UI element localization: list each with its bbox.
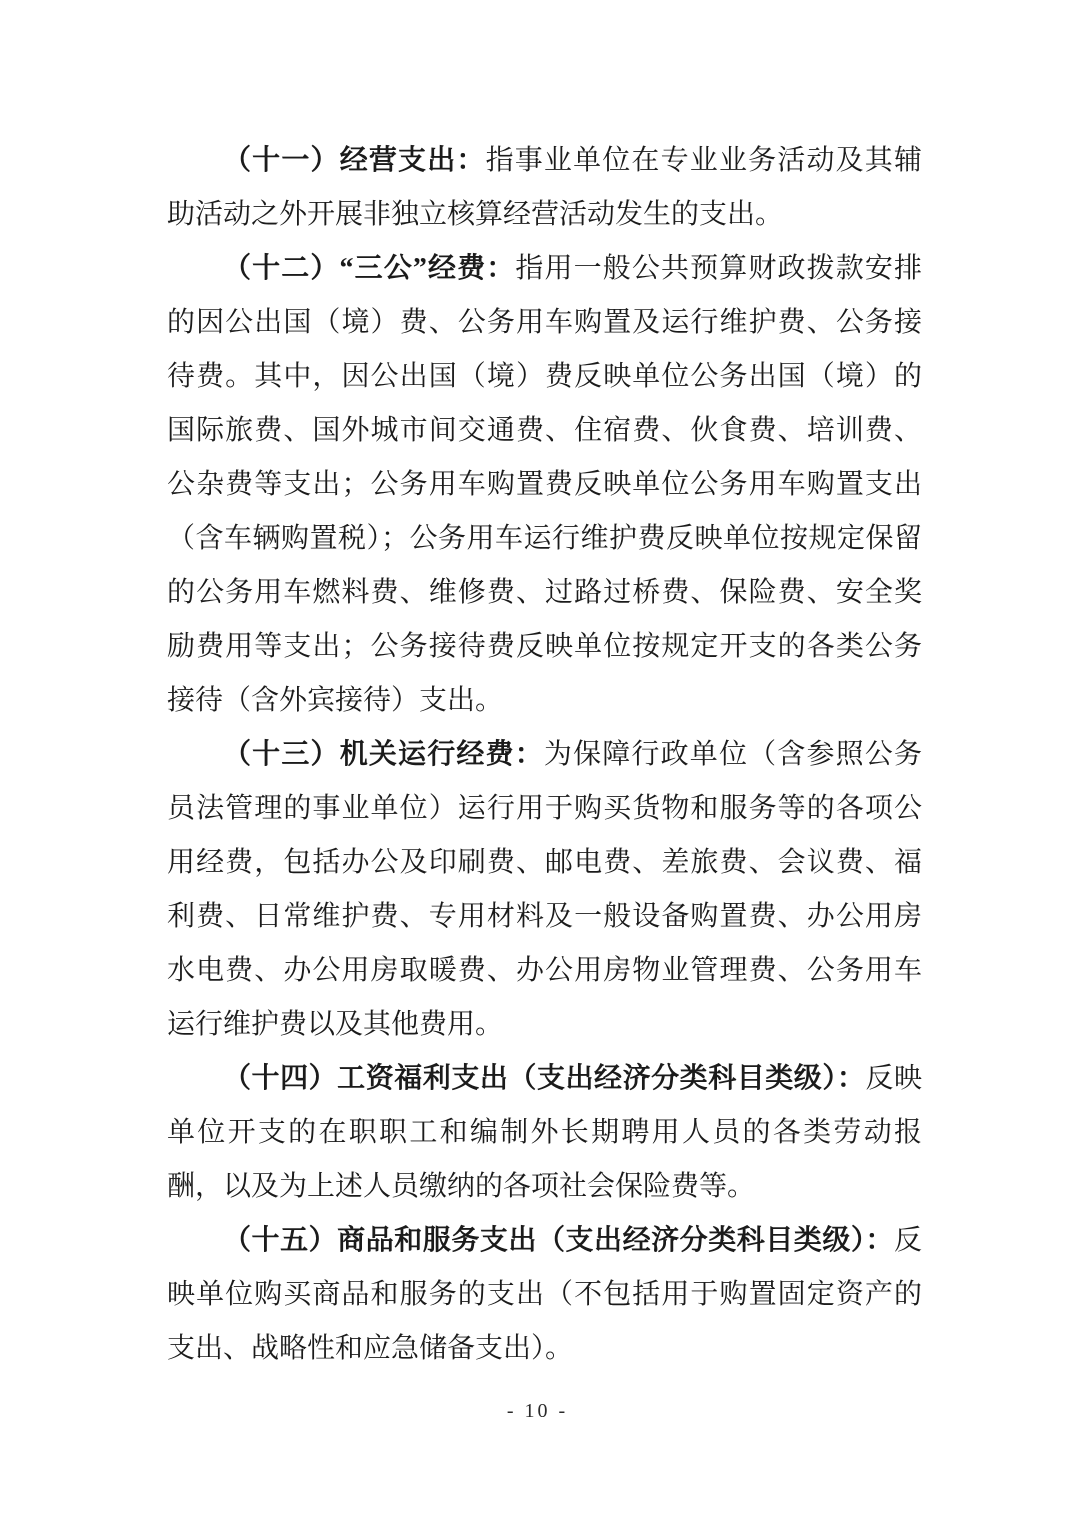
definition-paragraph-11 xyxy=(167,134,922,242)
definition-paragraph-14 xyxy=(167,1052,922,1214)
definition-paragraph-12 xyxy=(167,242,922,728)
paragraph-14-label: （十四）工资福利支出（支出经济分类科目类级）： xyxy=(223,1063,866,1094)
paragraph-13-label: （十三）机关运行经费： xyxy=(223,739,544,770)
paragraph-11-text: 指事业单位在专业业务活动及其辅助活动之外开展非独立核算经营活动发生的支出。 xyxy=(167,145,922,230)
paragraph-13-text: 为保障行政单位（含参照公务员法管理的事业单位）运行用于购买货物和服务等的各项公用经费，包括办公及印刷费、邮电费、差旅费、会议费、福利费、日常维护费、专用材料及一般设备购置费、办公用房水电费、办公用房取暖费、办公用房物业管理费、公务用车运行维护费以及其他费用。 xyxy=(167,739,922,1040)
paragraph-15-text: 反映单位购买商品和服务的支出（不包括用于购置固定资产的支出、战略性和应急储备支出）。 xyxy=(167,1225,922,1364)
paragraph-15-label: （十五）商品和服务支出（支出经济分类科目类级）： xyxy=(223,1225,894,1256)
paragraph-14-text: 反映单位开支的在职职工和编制外长期聘用人员的各类劳动报酬，以及为上述人员缴纳的各项社会保险费等。 xyxy=(167,1063,922,1202)
document-body xyxy=(167,134,922,1376)
page-number: - 10 - xyxy=(506,1400,569,1422)
definition-paragraph-13 xyxy=(167,728,922,1052)
paragraph-11-label: （十一）经营支出： xyxy=(223,145,486,176)
definition-paragraph-15 xyxy=(167,1214,922,1376)
paragraph-12-text: 指用一般公共预算财政拨款安排的因公出国（境）费、公务用车购置及运行维护费、公务接待费。其中，因公出国（境）费反映单位公务出国（境）的国际旅费、国外城市间交通费、住宿费、伙食费、培训费、公杂费等支出；公务用车购置费反映单位公务用车购置支出（含车辆购置税）；公务用车运行维护费反映单位按规定保留的公务用车燃料费、维修费、过路过桥费、保险费、安全奖励费用等支出；公务接待费反映单位按规定开支的各类公务接待（含外宾接待）支出。 xyxy=(167,253,922,716)
paragraph-12-label: （十二）“三公”经费： xyxy=(223,253,516,284)
